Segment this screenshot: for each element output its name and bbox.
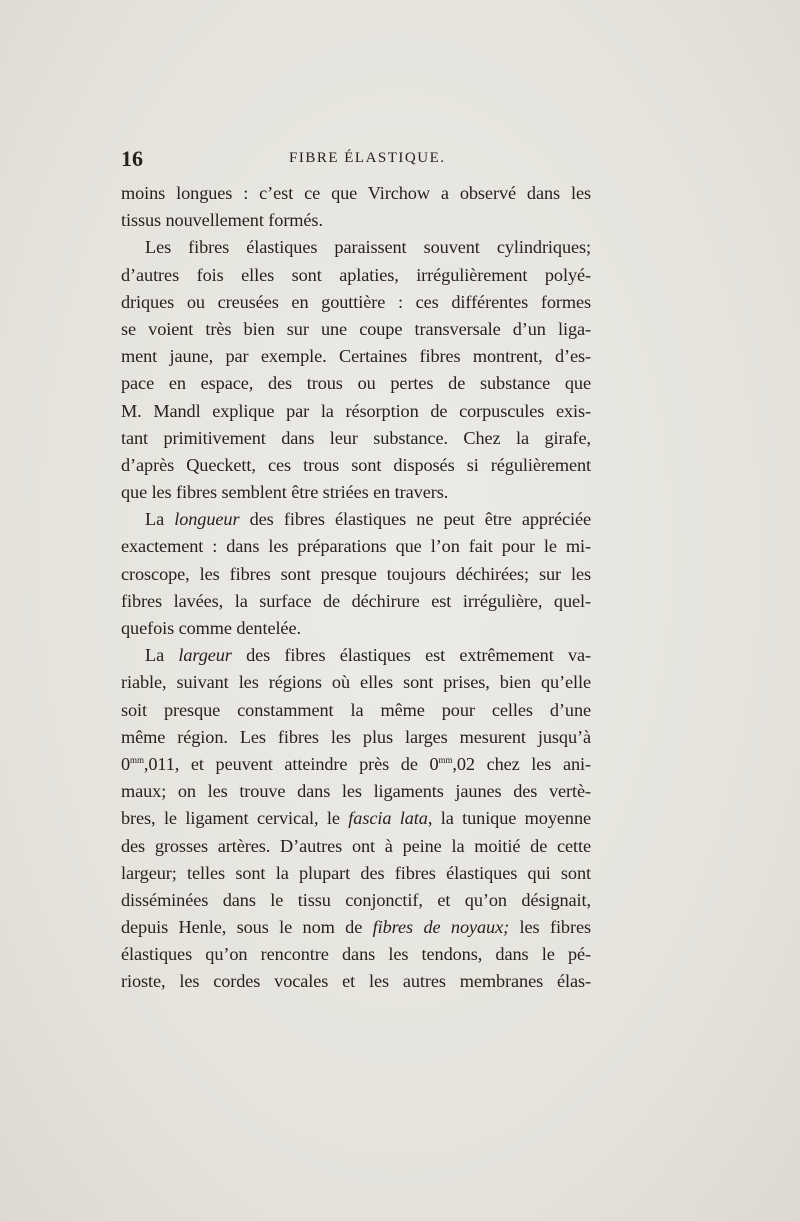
text-line: [121, 887, 591, 914]
text-segment: tant primitivement dans leur substance. Chez la girafe,: [121, 427, 591, 448]
text-segment: M. Mandl explique par la résorption de corpuscules exis-: [121, 400, 591, 421]
text-line: [121, 234, 591, 261]
text-segment: se voient très bien sur une coupe transversale d’un liga-: [121, 318, 591, 339]
page-number: 16: [121, 146, 143, 171]
text-line: [121, 914, 591, 941]
text-segment: d’après Queckett, ces trous sont disposés si régulièrement: [121, 454, 591, 475]
text-line: [121, 506, 591, 533]
text-segment: largeur; telles sont la plupart des fibres élastiques qui sont: [121, 862, 591, 883]
page-header: [121, 146, 591, 176]
text-line: [121, 533, 591, 560]
text-segment: exactement : dans les préparations que l’on fait pour le mi-: [121, 536, 591, 557]
text-segment: La: [145, 509, 175, 530]
text-segment: des fibres élastiques est extrêmement va-: [231, 645, 591, 666]
text-line: [121, 941, 591, 968]
text-line: [121, 316, 591, 343]
text-line: [121, 615, 591, 642]
text-segment: soit presque constamment la même pour celles d’une: [121, 699, 591, 720]
text-segment: maux; on les trouve dans les ligaments jaunes des vertè-: [121, 781, 591, 802]
italic-term: fibres de noyaux;: [372, 917, 510, 938]
text-line: [121, 805, 591, 832]
text-line: [121, 724, 591, 751]
text-segment: élastiques qu’on rencontre dans les tendons, dans le pé-: [121, 944, 591, 965]
text-line: [121, 860, 591, 887]
text-segment: 0: [121, 753, 131, 774]
text-segment: , la tunique moyenne: [427, 808, 591, 829]
text-line: [121, 343, 591, 370]
text-line: [121, 207, 591, 234]
text-line: [121, 669, 591, 696]
text-segment: riable, suivant les régions où elles sont prises, bien qu’elle: [121, 672, 591, 693]
text-line: [121, 561, 591, 588]
text-segment: que les fibres semblent être striées en travers.: [121, 482, 449, 503]
text-segment: ,011, et peuvent atteindre près de 0: [143, 753, 439, 774]
text-segment: driques ou creusées en gouttière : ces différentes formes: [121, 291, 591, 312]
text-segment: La: [145, 645, 179, 666]
text-line: [121, 751, 591, 778]
text-segment: d’autres fois elles sont aplaties, irrégulièrement polyé-: [121, 264, 591, 285]
unit-superscript: mm: [438, 754, 453, 765]
text-line: [121, 642, 591, 669]
text-line: [121, 425, 591, 452]
body-text: [121, 180, 591, 996]
text-segment: Les fibres élastiques paraissent souvent cylindriques;: [145, 237, 591, 258]
text-segment: ,02 chez les ani-: [452, 753, 591, 774]
text-line: [121, 778, 591, 805]
text-segment: rioste, les cordes vocales et les autres membranes élas-: [121, 971, 591, 992]
italic-term: largeur: [178, 645, 232, 666]
text-segment: des grosses artères. D’autres ont à peine la moitié de cette: [121, 835, 591, 856]
text-line: [121, 262, 591, 289]
text-line: [121, 398, 591, 425]
text-segment: quefois comme dentelée.: [121, 618, 301, 638]
text-segment: des fibres élastiques ne peut être appréciée: [239, 509, 591, 530]
text-line: [121, 588, 591, 615]
text-line: [121, 452, 591, 479]
text-segment: les fibres: [509, 917, 591, 938]
text-segment: pace en espace, des trous ou pertes de substance que: [121, 373, 591, 394]
text-segment: fibres lavées, la surface de déchirure est irrégulière, quel-: [121, 590, 591, 611]
text-line: [121, 697, 591, 724]
text-line: [121, 479, 591, 506]
unit-superscript: mm: [130, 754, 144, 765]
italic-term: fascia lata: [348, 808, 428, 829]
text-segment: tissus nouvellement formés.: [121, 210, 323, 231]
text-segment: disséminées dans le tissu conjonctif, et qu’on désignait,: [121, 889, 591, 910]
italic-term: longueur: [174, 509, 240, 530]
text-line: [121, 968, 591, 995]
text-segment: même région. Les fibres les plus larges mesurent jusqu’à: [121, 726, 591, 747]
text-line: [121, 833, 591, 860]
text-line: [121, 180, 591, 207]
text-segment: moins longues : c’est ce que Virchow a observé dans les: [121, 183, 591, 203]
running-title: FIBRE ÉLASTIQUE.: [289, 150, 446, 166]
text-segment: depuis Henle, sous le nom de: [121, 917, 373, 938]
text-segment: croscope, les fibres sont presque toujours déchirées; sur les: [121, 563, 591, 584]
text-segment: bres, le ligament cervical, le: [121, 808, 349, 829]
text-line: [121, 289, 591, 316]
text-segment: ment jaune, par exemple. Certaines fibres montrent, d’es-: [121, 346, 591, 367]
text-line: [121, 370, 591, 397]
